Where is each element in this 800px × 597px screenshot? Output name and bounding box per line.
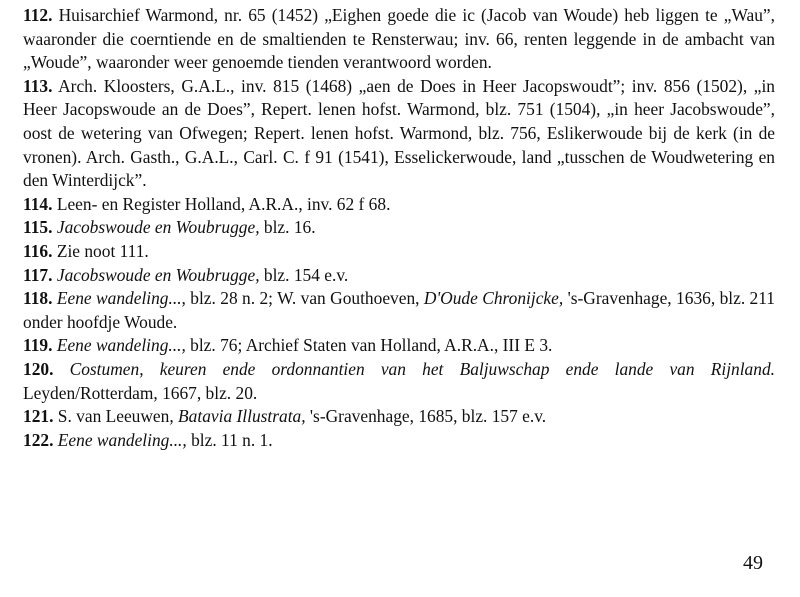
footnote-item: [23, 216, 775, 240]
footnote-title-italic: Jacobswoude en Woubrugge,: [56, 217, 260, 238]
footnote-text: Zie noot 111.: [52, 240, 149, 261]
footnote-title-italic: Eene wandeling...,: [57, 429, 187, 450]
footnote-item: [23, 240, 775, 264]
footnote-text: 's-Gravenhage, 1685, blz. 157 e.v.: [305, 406, 547, 427]
footnote-text: Huisarchief Warmond, nr. 65 (1452) „Eighen goede die ic (Jacob van Woude) heb liggen te „Wau”, waaronder die coerntiende en de smaltienden te Rensterwau; inv. 66, renten leggende in de ambacht van „Woude”, waaronder weer genoemde tienden verantwoord worden.: [23, 5, 775, 73]
footnote-number: 119.: [23, 335, 53, 356]
footnote-text: Arch. Kloosters, G.A.L., inv. 815 (1468) „aen de Does in Heer Jacopswoudt”; inv. 856 (1502), „in Heer Jacopswoude an de Does”, Repert. lenen hofst. Warmond, blz. 751 (1504), „in heer Jacobswoude”, oost de wetering van Ofwegen; Repert. lenen hofst. Warmond, blz. 756, Eslikerwoude bij de kerk (in de vronen). Arch. Gasth., G.A.L., Carl. C. f 91 (1541), Esselickerwoude, land „tusschen de Woudwetering en den Winterdijck”.: [23, 75, 775, 191]
footnote-item: [23, 75, 775, 193]
footnote-text: Leyden/Rotterdam, 1667, blz. 20.: [23, 382, 258, 403]
footnote-item: [23, 358, 775, 405]
footnote-number: 113.: [23, 75, 53, 96]
footnote-item: [23, 405, 775, 429]
footnote-number: 118.: [23, 288, 53, 309]
footnote-text: blz. 28 n. 2; W. van Gouthoeven,: [185, 288, 424, 309]
footnote-text: blz. 154 e.v.: [259, 264, 349, 285]
footnote-item: [23, 193, 775, 217]
footnote-number: 112.: [23, 5, 53, 25]
footnote-item: [23, 4, 775, 75]
footnote-title-italic: Costumen, keuren ende ordonnantien van het Baljuwschap ende lande van Rijnland.: [69, 358, 775, 379]
footnote-text: blz. 76; Archief Staten van Holland, A.R.A., III E 3.: [185, 335, 553, 356]
footnote-text: 's-Gravenhage, 1636, blz. 211 onder hoofdje Woude.: [23, 288, 775, 332]
footnote-item: [23, 334, 775, 358]
footnote-item: [23, 264, 775, 288]
footnote-title-italic: Eene wandeling...,: [56, 335, 186, 356]
footnote-text: S. van Leeuwen,: [53, 406, 179, 427]
footnote-title-italic: Jacobswoude en Woubrugge,: [56, 264, 260, 285]
footnote-number: 121.: [23, 406, 54, 427]
footnote-number: 120.: [23, 358, 54, 379]
footnote-item: [23, 287, 775, 334]
footnote-text: Leen- en Register Holland, A.R.A., inv. 62 f 68.: [52, 193, 391, 214]
footnote-number: 122.: [23, 429, 54, 450]
footnote-text: blz. 11 n. 1.: [186, 429, 273, 450]
page-number: 49: [743, 552, 763, 574]
footnote-title-italic: Batavia Illustrata,: [178, 406, 306, 427]
footnote-item: [23, 429, 775, 453]
footnote-number: 117.: [23, 264, 53, 285]
footnote-title-italic: D'Oude Chronijcke,: [423, 288, 564, 309]
footnote-number: 114.: [23, 193, 53, 214]
footnote-list: [23, 4, 775, 452]
footnote-text: [53, 359, 69, 379]
footnote-number: 116.: [23, 240, 53, 261]
footnote-number: 115.: [23, 217, 53, 238]
footnote-text: blz. 16.: [259, 217, 316, 238]
footnote-title-italic: Eene wandeling...,: [56, 288, 186, 309]
